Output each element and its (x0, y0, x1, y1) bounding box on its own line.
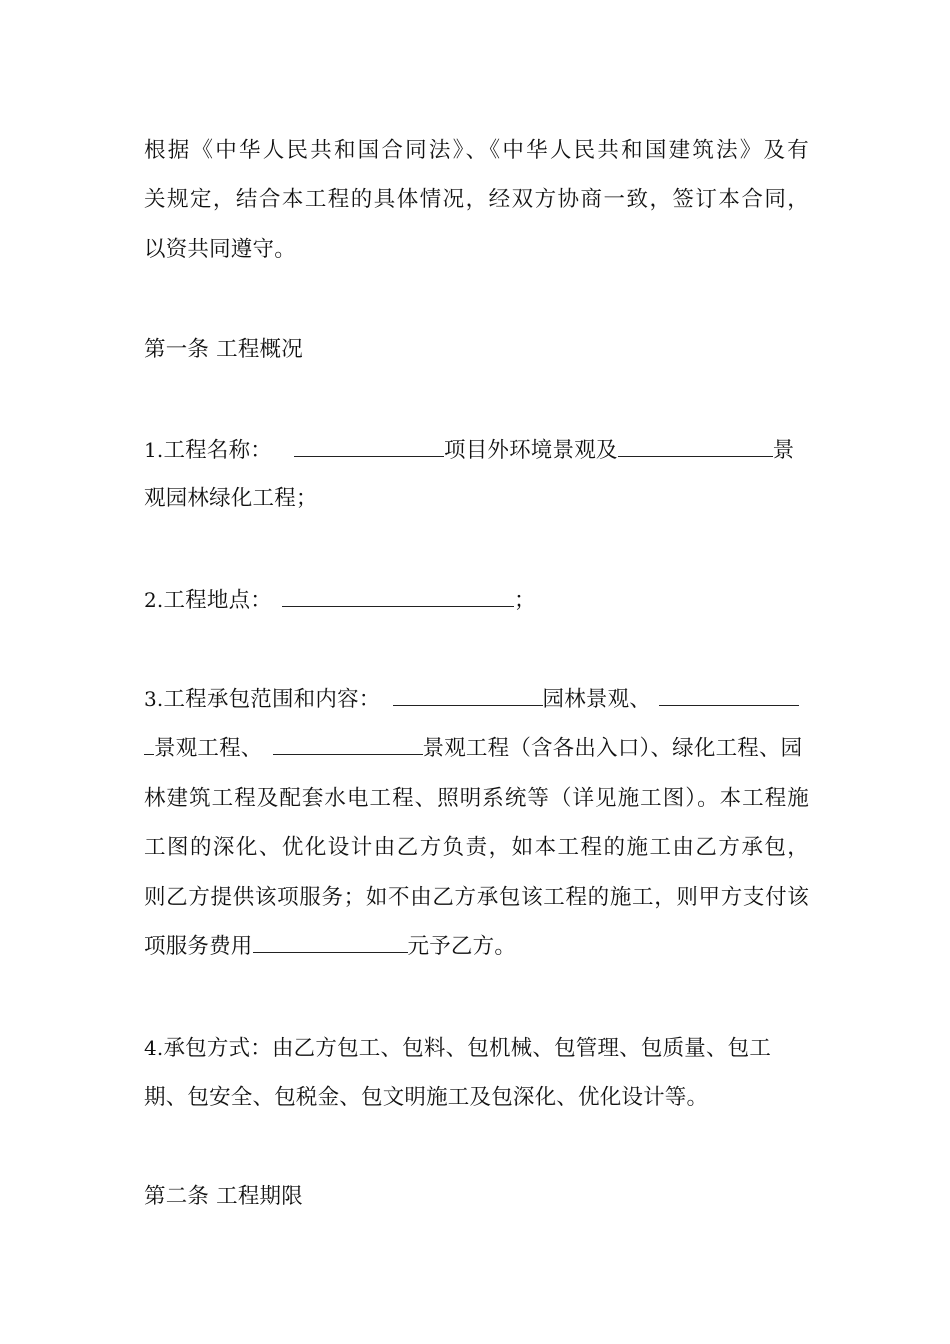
item-3-line-2-a: 景观工程、 (154, 736, 263, 761)
item-3-line-6-a: 项服务费用 (144, 934, 253, 959)
item-4-line-1 (144, 1033, 809, 1064)
item-3-line-5: 则乙方提供该项服务；如不由乙方承包该工程的施工，则甲方支付该 (144, 885, 809, 910)
article-1-heading: 第一条 工程概况 (144, 337, 303, 362)
item-4-text-1: 承包方式：由乙方包工、包料、包机械、包管理、包质量、包工 (163, 1036, 772, 1061)
item-1-line-1 (144, 435, 809, 466)
project-location-blank[interactable] (282, 586, 514, 607)
service-fee-blank[interactable] (253, 932, 408, 953)
item-3-line-2 (144, 734, 809, 764)
item-3-line-4: 工图的深化、优化设计由乙方负责，如本工程的施工由乙方承包， (144, 835, 809, 860)
item-3-number: 3. (144, 687, 164, 711)
item-3-line-3: 林建筑工程及配套水电工程、照明系统等（详见施工图）。本工程施 (144, 786, 809, 811)
item-4-line-2: 期、包安全、包税金、包文明施工及包深化、优化设计等。 (144, 1085, 709, 1110)
item-2-label: 工程地点： (163, 588, 272, 613)
intro-line-1: 根据《中华人民共和国合同法》、《中华人民共和国建筑法》及有 (144, 138, 809, 163)
item-3-line-6-b: 元予乙方。 (407, 934, 517, 959)
item-3-line-1 (144, 684, 809, 715)
item-1-number: 1. (144, 438, 164, 462)
scope-blank-1[interactable] (393, 685, 543, 706)
scope-blank-2[interactable] (659, 685, 799, 706)
item-1-text-b: 景 (772, 438, 795, 463)
item-2-end: ； (514, 588, 536, 613)
landscape-name-blank[interactable] (618, 436, 773, 457)
scope-blank-2-cont[interactable] (144, 734, 154, 755)
item-3-label: 工程承包范围和内容： (163, 687, 381, 712)
intro-line-3: 以资共同遵守。 (144, 237, 296, 262)
item-3-text-a: 园林景观、 (542, 687, 652, 712)
scope-blank-3[interactable] (273, 734, 423, 755)
intro-line-2: 关规定，结合本工程的具体情况，经双方协商一致，签订本合同， (144, 187, 809, 212)
item-1-label: 工程名称： (163, 438, 272, 463)
item-4-number: 4. (144, 1036, 164, 1060)
item-3-line-2-b: 景观工程（含各出入口）、绿化工程、园 (422, 736, 803, 761)
article-2-heading: 第二条 工程期限 (144, 1184, 303, 1209)
item-1-text-a: 项目外环境景观及 (444, 438, 618, 463)
item-2-line (144, 585, 809, 616)
project-name-blank[interactable] (294, 436, 444, 457)
item-1-line-2: 观园林绿化工程； (144, 486, 318, 511)
item-3-line-6 (144, 932, 809, 962)
item-2-number: 2. (144, 588, 164, 612)
